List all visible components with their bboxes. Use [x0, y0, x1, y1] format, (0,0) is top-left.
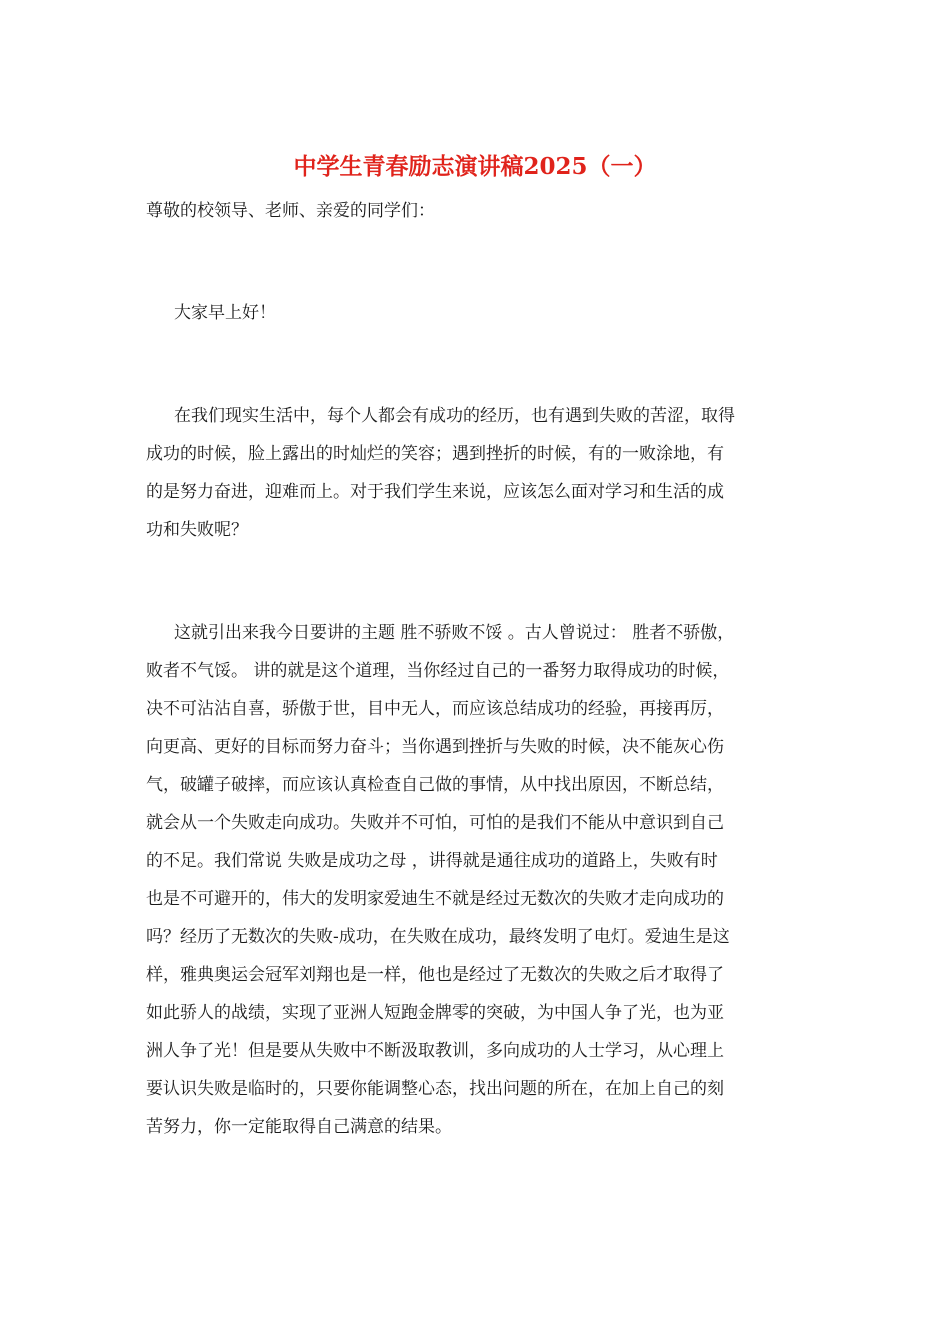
paragraph-line: 功和失败呢？ [146, 520, 248, 540]
paragraph-line: 这就引出来我今日要讲的主题 胜不骄败不馁 。古人曾说过： 胜者不骄傲， [174, 623, 735, 643]
paragraph-line: 败者不气馁。 讲的就是这个道理，当你经过自己的一番努力取得成功的时候， [146, 661, 730, 681]
paragraph-line: 样，雅典奥运会冠军刘翔也是一样，他也是经过了无数次的失败之后才取得了 [146, 965, 724, 985]
paragraph-line: 成功的时候，脸上露出的时灿烂的笑容；遇到挫折的时候，有的一败涂地，有 [146, 444, 724, 464]
paragraph-line: 要认识失败是临时的，只要你能调整心态，找出问题的所在，在加上自己的刻 [146, 1079, 724, 1099]
salutation-line: 尊敬的校领导、老师、亲爱的同学们： [146, 201, 435, 221]
paragraph-line: 也是不可避开的，伟大的发明家爱迪生不就是经过无数次的失败才走向成功的 [146, 889, 724, 909]
paragraph-line: 洲人争了光！但是要从失败中不断汲取教训，多向成功的人士学习，从心理上 [146, 1041, 724, 1061]
paragraph-line: 就会从一个失败走向成功。失败并不可怕，可怕的是我们不能从中意识到自己 [146, 813, 724, 833]
document-title: 中学生青春励志演讲稿2025（一） [293, 153, 657, 180]
paragraph-line: 苦努力，你一定能取得自己满意的结果。 [146, 1117, 452, 1137]
paragraph-line: 气，破罐子破摔，而应该认真检查自己做的事情，从中找出原因，不断总结， [146, 775, 724, 795]
greeting [146, 294, 810, 332]
paragraph-2 [146, 614, 810, 1146]
salutation [146, 192, 810, 230]
paragraph-line: 在我们现实生活中，每个人都会有成功的经历，也有遇到失败的苦涩，取得 [174, 406, 735, 426]
paragraph-line: 的是努力奋进，迎难而上。对于我们学生来说，应该怎么面对学习和生活的成 [146, 482, 724, 502]
greeting-line: 大家早上好！ [174, 303, 276, 323]
paragraph-line: 如此骄人的战绩，实现了亚洲人短跑金牌零的突破，为中国人争了光，也为亚 [146, 1003, 724, 1023]
paragraph-line: 的不足。我们常说 失败是成功之母 ，讲得就是通往成功的道路上，失败有时 [146, 851, 718, 871]
paragraph-line: 决不可沾沾自喜，骄傲于世，目中无人，而应该总结成功的经验，再接再厉， [146, 699, 724, 719]
paragraph-1 [146, 397, 810, 549]
paragraph-line: 向更高、更好的目标而努力奋斗；当你遇到挫折与失败的时候，决不能灰心伤 [146, 737, 724, 757]
paragraph-line: 吗？经历了无数次的失败-成功，在失败在成功，最终发明了电灯。爱迪生是这 [146, 927, 730, 947]
